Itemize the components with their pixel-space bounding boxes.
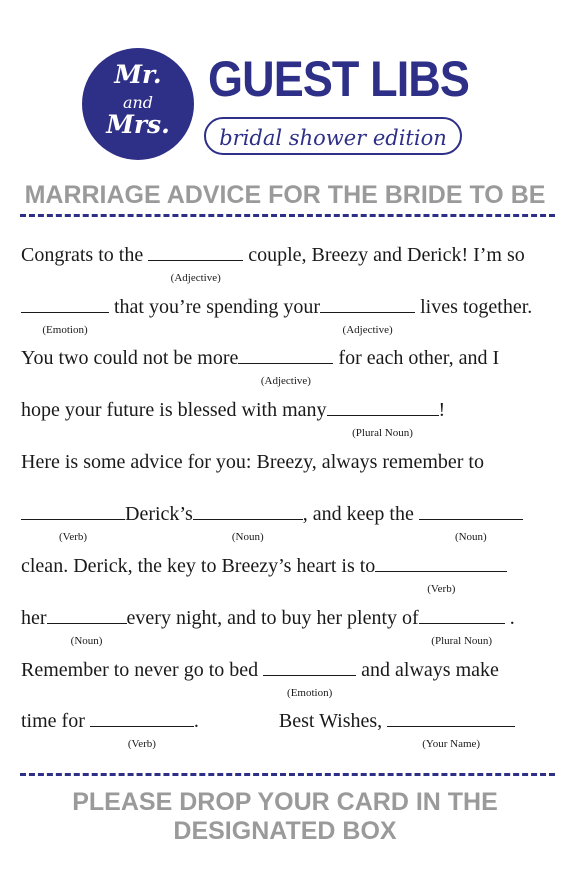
blank-verb[interactable] [21,501,125,543]
text: Congrats to the [21,244,144,266]
text: ! [438,399,446,421]
page-title: GUEST LIBS [208,51,470,107]
hint: (Plural Noun) [352,427,413,439]
hint: (Your Name) [422,738,481,750]
text: Derick’s [125,503,193,525]
hint: (Verb) [58,531,88,543]
blank-noun[interactable] [47,605,127,647]
story-line-8 [21,605,515,647]
story-line-1 [21,242,525,284]
text: lives together. [420,296,533,318]
story-line-2 [21,294,533,336]
blank-noun[interactable] [419,501,523,543]
blank-adjective[interactable] [148,242,243,284]
story-line-3 [21,345,500,387]
hint: (Plural Noun) [431,635,493,647]
text: and always make [361,659,499,681]
text: time for [21,710,85,732]
story-line-4 [21,397,446,439]
story-line-9 [21,657,499,699]
blank-emotion[interactable] [263,657,356,699]
text: You two could not be more [21,347,239,369]
footer-instruction: PLEASE DROP YOUR CARD IN THE DESIGNATED BOX [72,788,498,845]
text: clean. Derick, the key to Breezy’s heart is to [21,555,376,577]
hint: (Noun) [70,635,103,647]
text: for each other, and I [338,347,500,369]
bottom-divider [20,773,555,776]
text: , and keep the [302,503,414,525]
blank-adjective[interactable] [320,294,415,336]
blank-adjective[interactable] [238,345,333,387]
blank-your-name[interactable] [387,708,515,750]
hint: (Adjective) [260,375,311,387]
text: couple, Breezy and Derick! I’m so [248,244,525,266]
text: Here is some advice for you: Breezy, always remember to [21,451,484,473]
hint: (Emotion) [42,324,88,336]
text: that you’re spending your [114,296,321,318]
signature-label: Best Wishes, [278,710,383,732]
blank-plural-noun[interactable] [327,397,439,439]
blank-verb[interactable] [375,553,507,595]
text: . [193,710,199,732]
edition-subtitle: bridal shower edition [204,117,462,155]
hint: (Noun) [231,531,264,543]
text: her [21,607,47,629]
hint: (Noun) [454,531,487,543]
hint: (Emotion) [287,687,333,699]
text: Remember to never go to bed [21,659,259,681]
text: hope your future is blessed with many [21,399,327,421]
story-line-10 [21,708,515,750]
hint: (Verb) [427,583,456,595]
badge-line-2: and [122,93,154,112]
blank-emotion[interactable] [21,294,109,336]
text: every night, and to buy her plenty of [126,607,419,629]
top-divider [20,214,555,217]
mr-and-mrs-badge [82,48,194,160]
story-line-5 [21,450,484,474]
blank-plural-noun[interactable] [419,605,505,647]
blank-verb[interactable] [90,708,194,750]
section-title: MARRIAGE ADVICE FOR THE BRIDE TO BE [24,181,546,209]
blank-noun[interactable] [193,501,303,543]
hint: (Adjective) [342,324,393,336]
badge-line-3: Mrs. [106,110,170,139]
story-line-7 [21,553,507,595]
badge-line-1: Mr. [114,60,162,89]
text: . [509,607,515,629]
story-line-6 [21,501,523,543]
hint: (Adjective) [170,272,221,284]
hint: (Verb) [127,738,156,750]
